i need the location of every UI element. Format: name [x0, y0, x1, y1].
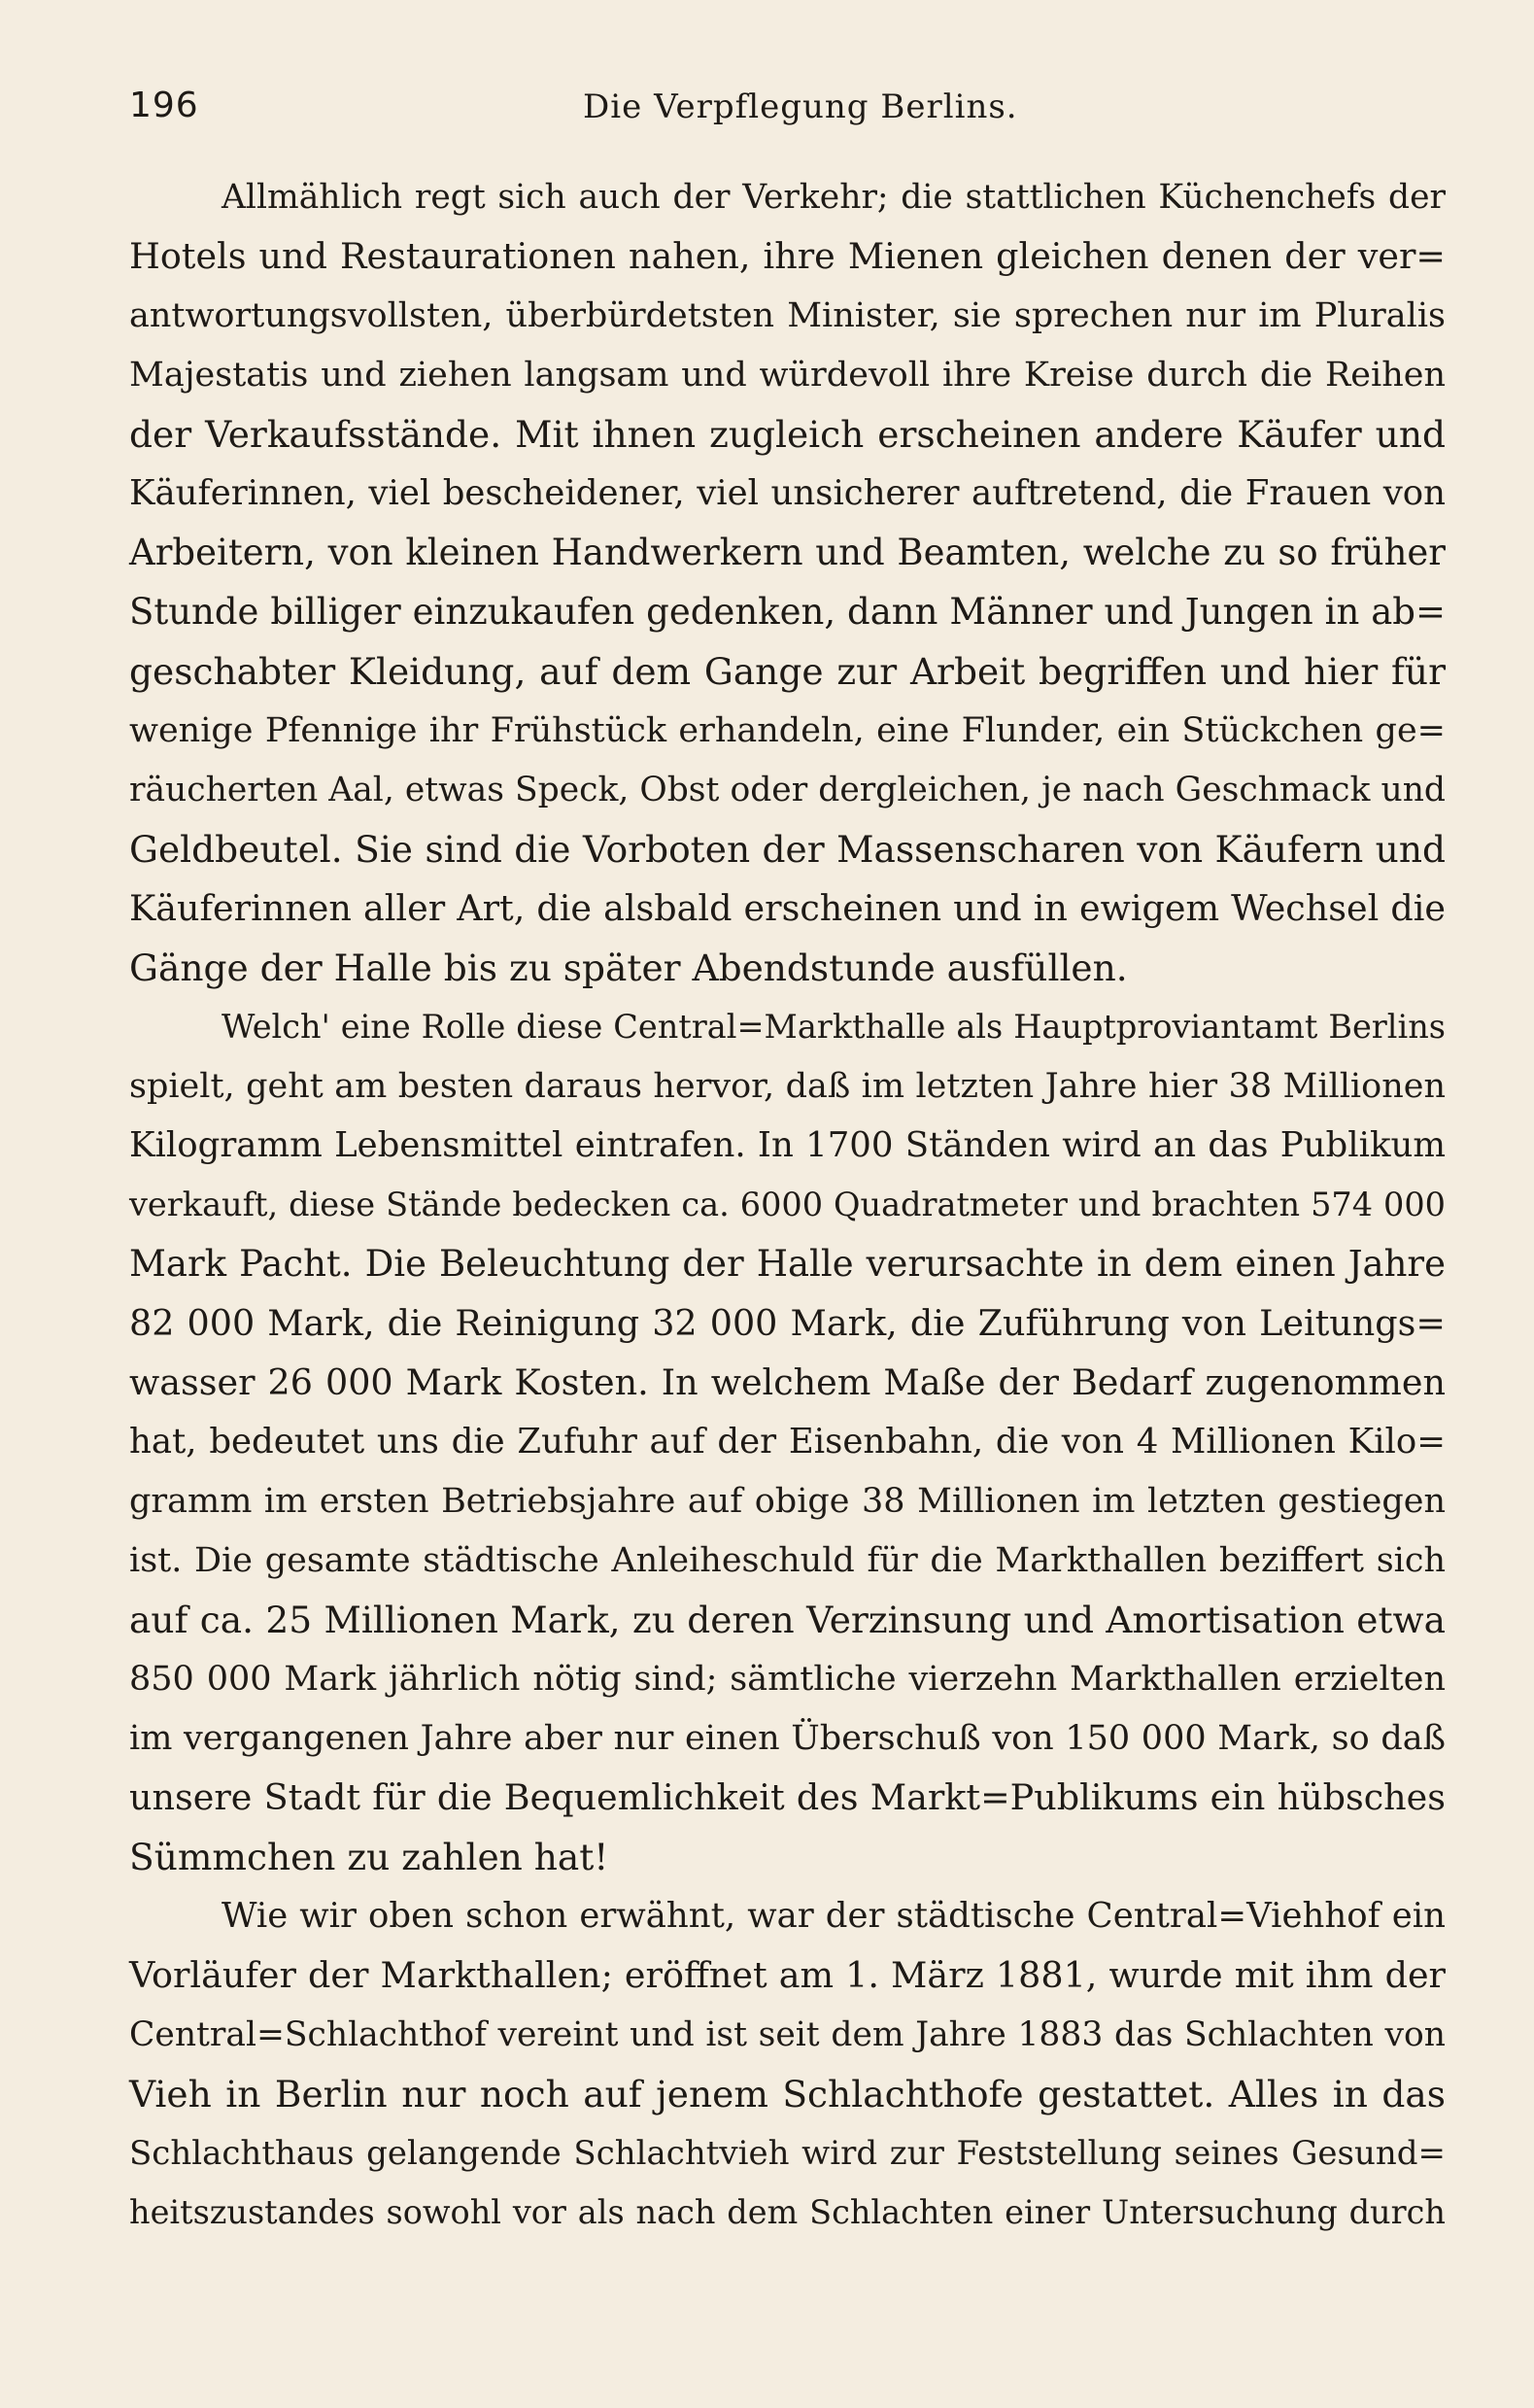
- text-line: wenige Pfennige ihr Frühstück erhandeln, eine Flunder, ein Stückchen ge=: [129, 711, 1446, 750]
- text-line: Geldbeutel. Sie sind die Vorboten der Massenscharen von Käufern und: [129, 828, 1446, 871]
- text-line: 82 000 Mark, die Reinigung 32 000 Mark, die Zuführung von Leitungs=: [129, 1302, 1446, 1344]
- text-line: Vorläufer der Markthallen; eröffnet am 1. März 1881, wurde mit ihm der: [129, 1954, 1446, 1996]
- text-line: spielt, geht am besten daraus hervor, daß im letzten Jahre hier 38 Millionen: [129, 1067, 1446, 1106]
- text-line: Vieh in Berlin nur noch auf jenem Schlachthofe gestattet. Alles in das: [129, 2073, 1446, 2116]
- text-line: geschabter Kleidung, auf dem Gange zur Arbeit begriffen und hier für: [129, 650, 1446, 693]
- text-line: auf ca. 25 Millionen Mark, zu deren Verzinsung und Amortisation etwa: [129, 1599, 1446, 1641]
- text-line: Welch' eine Rolle diese Central=Markthalle als Hauptproviantamt Berlins: [222, 1008, 1446, 1046]
- page-number: 196: [129, 86, 199, 125]
- text-line: Arbeitern, von kleinen Handwerkern und Beamten, welche zu so früher: [129, 532, 1446, 573]
- running-title: Die Verpflegung Berlins.: [583, 87, 1018, 126]
- text-line: 850 000 Mark jährlich nötig sind; sämtliche vierzehn Markthallen erzielten: [129, 1660, 1446, 1699]
- text-line: Schlachthaus gelangende Schlachtvieh wird zur Feststellung seines Gesund=: [129, 2134, 1446, 2173]
- text-line: Käuferinnen, viel bescheidener, viel unsicherer auftretend, die Frauen von: [129, 473, 1446, 513]
- text-line: Mark Pacht. Die Beleuchtung der Halle verursachte in dem einen Jahre: [129, 1243, 1446, 1285]
- text-line: verkauft, diese Stände bedecken ca. 6000 Quadratmeter und brachten 574 000: [129, 1186, 1446, 1223]
- text-line: antwortungsvollsten, überbürdetsten Minister, sie sprechen nur im Pluralis: [129, 296, 1446, 335]
- text-line: Kilogramm Lebensmittel eintrafen. In 1700 Ständen wird an das Publikum: [129, 1125, 1446, 1165]
- text-line: Stunde billiger einzukaufen gedenken, dann Männer und Jungen in ab=: [129, 591, 1446, 633]
- text-line: hat, bedeutet uns die Zufuhr auf der Eisenbahn, die von 4 Millionen Kilo=: [129, 1422, 1446, 1462]
- text-line: Majestatis und ziehen langsam und würdevoll ihre Kreise durch die Reihen: [129, 356, 1446, 395]
- text-line: unsere Stadt für die Bequemlichkeit des Markt=Publikums ein hübsches: [129, 1776, 1446, 1818]
- text-line: Käuferinnen aller Art, die alsbald erscheinen und in ewigem Wechsel die: [129, 887, 1446, 929]
- text-line: Allmählich regt sich auch der Verkehr; die stattlichen Küchenchefs der: [222, 178, 1446, 217]
- text-line: Central=Schlachthof vereint und ist seit dem Jahre 1883 das Schlachten von: [129, 2015, 1446, 2054]
- text-line: wasser 26 000 Mark Kosten. In welchem Maße der Bedarf zugenommen: [129, 1361, 1446, 1403]
- text-line: räucherten Aal, etwas Speck, Obst oder dergleichen, je nach Geschmack und: [129, 771, 1446, 809]
- text-line: Gänge der Halle bis zu später Abendstunde ausfüllen.: [129, 946, 1128, 989]
- text-line: heitszustandes sowohl vor als nach dem Schlachten einer Untersuchung durch: [129, 2193, 1446, 2231]
- text-line: im vergangenen Jahre aber nur einen Überschuß von 150 000 Mark, so daß: [129, 1719, 1446, 1758]
- text-line: der Verkaufsstände. Mit ihnen zugleich erscheinen andere Käufer und: [129, 413, 1446, 456]
- text-line: Wie wir oben schon erwähnt, war der städtische Central=Viehhof ein: [222, 1896, 1446, 1936]
- text-line: gramm im ersten Betriebsjahre auf obige 38 Millionen im letzten gestiegen: [129, 1482, 1446, 1521]
- text-line: Sümmchen zu zahlen hat!: [129, 1836, 609, 1878]
- text-line: Hotels und Restaurationen nahen, ihre Mienen gleichen denen der ver=: [129, 235, 1446, 277]
- text-line: ist. Die gesamte städtische Anleiheschuld für die Markthallen beziffert sich: [129, 1541, 1446, 1580]
